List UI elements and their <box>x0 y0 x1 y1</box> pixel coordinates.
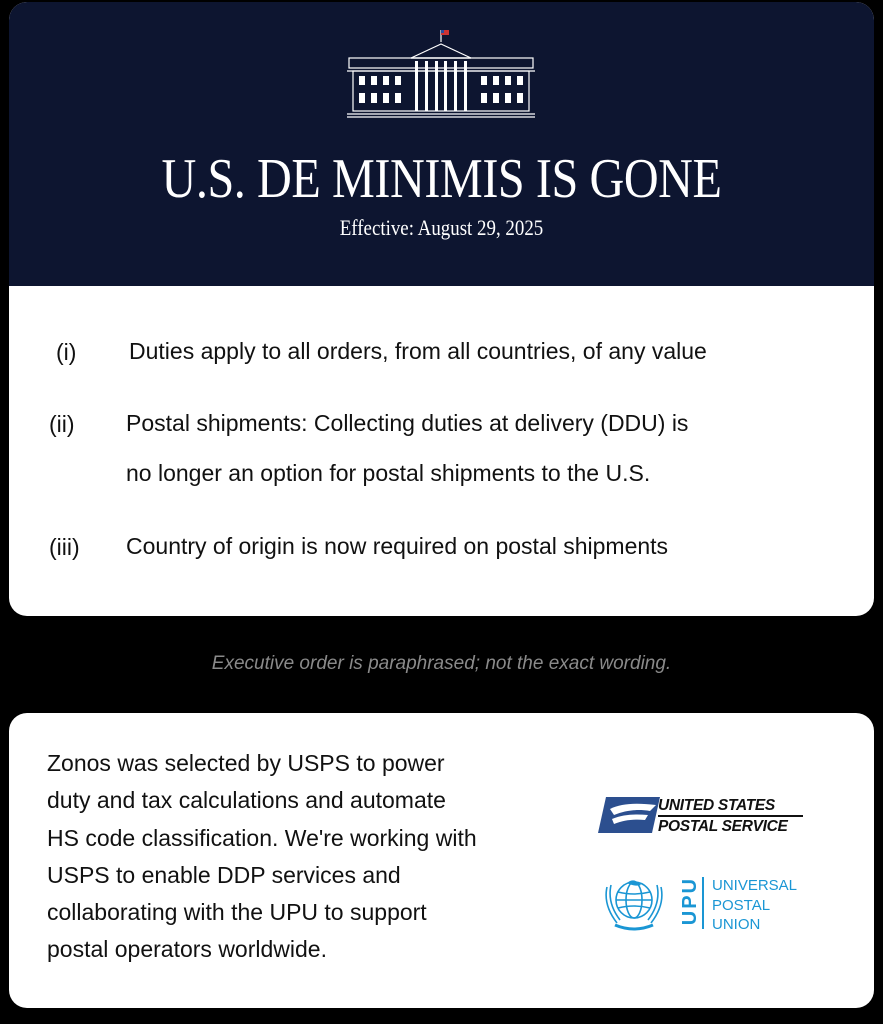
about-line: collaborating with the UPU to support <box>47 899 427 926</box>
about-line: HS code classification. We're working with <box>47 824 477 851</box>
disclaimer-note: Executive order is paraphrased; not the exact wording. <box>211 653 672 674</box>
item-number: (ii) <box>49 411 75 437</box>
effective-date: Effective: August 29, 2025 <box>339 215 544 240</box>
item-number: (iii) <box>49 534 80 560</box>
usps-eagle-icon <box>598 795 660 835</box>
item-text: Postal shipments: Collecting duties at delivery (DDU) is <box>126 410 689 436</box>
upu-globe-icon <box>601 873 667 933</box>
white-house-icon <box>345 28 537 118</box>
about-line: duty and tax calculations and automate <box>47 787 446 814</box>
hero-banner <box>9 2 874 286</box>
upu-logo <box>601 873 821 933</box>
announcement-card <box>9 2 874 616</box>
usps-wordmark <box>658 796 818 836</box>
page-title: U.S. DE MINIMIS IS GONE <box>161 148 722 210</box>
usps-line1: UNITED STATES <box>658 796 803 817</box>
item-number: (i) <box>56 339 77 365</box>
item-text: Duties apply to all orders, from all countries, of any value <box>129 338 707 364</box>
usps-line2: POSTAL SERVICE <box>658 818 788 835</box>
about-line: postal operators worldwide. <box>47 936 327 963</box>
about-line: Zonos was selected by USPS to power <box>47 750 445 776</box>
item-text: no longer an option for postal shipments to the U.S. <box>126 460 651 486</box>
usps-logo <box>598 795 810 837</box>
about-card <box>9 713 874 1008</box>
upu-line3: UNION <box>712 916 761 933</box>
upu-mark: UPU <box>679 877 701 926</box>
upu-line1: UNIVERSAL <box>712 877 798 894</box>
about-text <box>47 745 557 969</box>
upu-divider <box>702 877 704 929</box>
upu-wordmark <box>712 876 797 935</box>
upu-line2: POSTAL <box>712 896 771 914</box>
about-line: USPS to enable DDP services and <box>47 861 401 888</box>
item-text: Country of origin is now required on postal shipments <box>126 533 669 559</box>
